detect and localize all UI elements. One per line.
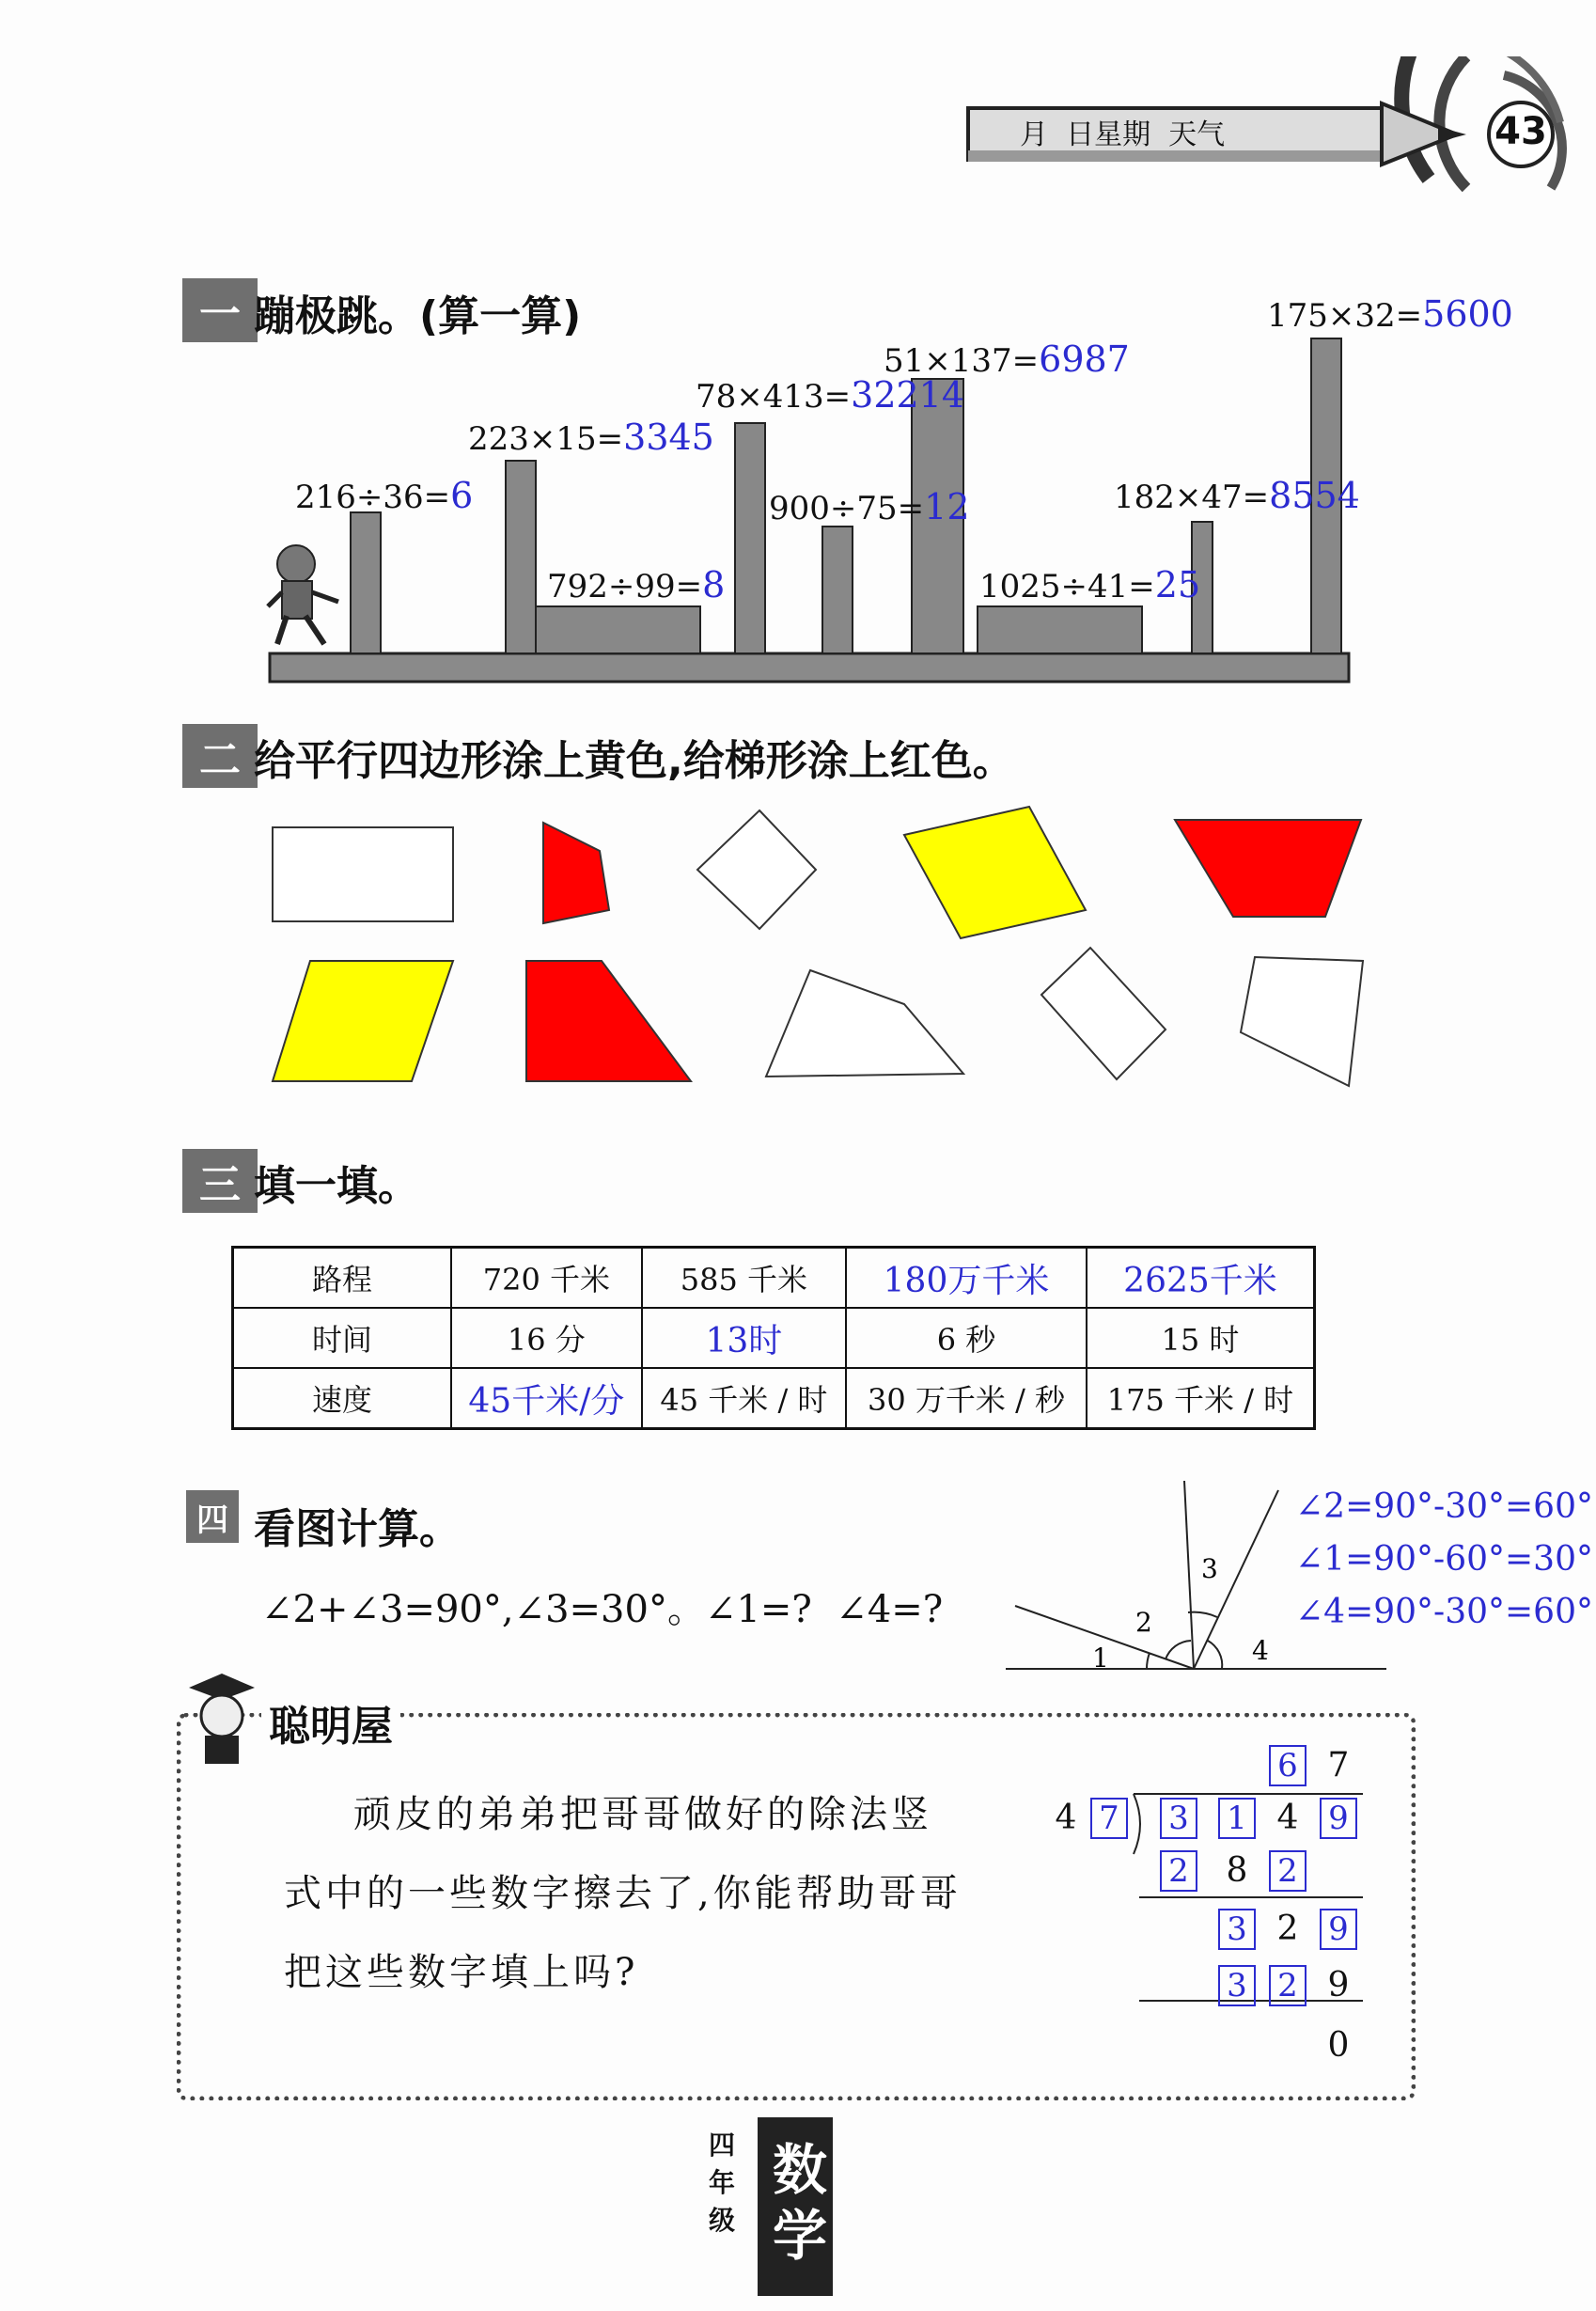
- quadrilateral-shape-1: [766, 970, 963, 1077]
- story-line-3: 把这些数字填上吗?: [284, 1951, 639, 1994]
- date-weather-bar: 月 日星期 天气: [1020, 118, 1226, 151]
- trapezoid-shape-1: [543, 823, 609, 923]
- section-3-title: 填一填。: [254, 1162, 419, 1210]
- table-row: 时间 16 分 13时 6 秒 15 时: [233, 1308, 1315, 1368]
- story-line-1: 顽皮的弟弟把哥哥做好的除法竖: [353, 1793, 932, 1836]
- step3-digit: 9: [1327, 1966, 1350, 2004]
- table-row: 路程 720 千米 585 千米 180万千米 2625千米: [233, 1248, 1315, 1309]
- remainder-digit: 0: [1327, 2026, 1350, 2065]
- dividend-digit-box: 3: [1160, 1798, 1197, 1839]
- divisor-digit: 4: [1055, 1799, 1077, 1837]
- divisor-digit-box: 7: [1090, 1798, 1128, 1839]
- angle-answer-2: ∠1=90°-60°=30°: [1295, 1540, 1593, 1579]
- step1-digit-box: 2: [1160, 1850, 1197, 1892]
- equation-4: 78×413=32214: [696, 374, 965, 416]
- angle-label-2: 2: [1135, 1607, 1152, 1638]
- quotient-digit: 7: [1327, 1746, 1350, 1784]
- step2-digit-box: 3: [1218, 1909, 1256, 1950]
- angle-label-4: 4: [1252, 1635, 1269, 1666]
- equation-9: 175×32=5600: [1267, 293, 1513, 335]
- section-3-badge: 三: [182, 1149, 258, 1213]
- angle-label-3: 3: [1201, 1553, 1218, 1584]
- speed-table: [231, 1246, 1316, 1430]
- dividend-digit-box: 9: [1320, 1798, 1357, 1839]
- dividend-digit: 4: [1276, 1799, 1299, 1837]
- quadrilateral-shape-2: [1241, 957, 1363, 1086]
- story-line-2: 式中的一些数字擦去了,你能帮助哥哥: [284, 1872, 962, 1915]
- angle-answer-3: ∠4=90°-30°=60°: [1295, 1593, 1593, 1631]
- equation-7: 1025÷41=25: [979, 564, 1201, 605]
- section-4-title: 看图计算。: [254, 1505, 461, 1553]
- step1-digit: 8: [1226, 1851, 1248, 1890]
- rectangle-shape: [273, 827, 453, 921]
- parallelogram-shape-2: [273, 961, 453, 1081]
- rectangle-shape-tilted: [1041, 948, 1166, 1079]
- subject-label: 数学: [758, 2117, 833, 2296]
- step2-digit: 2: [1276, 1910, 1299, 1948]
- trapezoid-shape-2: [1175, 820, 1361, 917]
- equation-3: 792÷99=8: [547, 564, 726, 605]
- parallelogram-shape-1: [904, 807, 1086, 938]
- smart-house-title: 聪明屋: [261, 1692, 400, 1753]
- equation-6: 51×137=6987: [884, 338, 1130, 380]
- section-1-title: 蹦极跳。(算一算): [254, 292, 582, 340]
- section-2-badge: 二: [182, 724, 258, 788]
- angle-label-1: 1: [1092, 1643, 1109, 1674]
- step3-digit-box: 3: [1218, 1965, 1256, 2006]
- section-1-badge: 一: [182, 278, 258, 342]
- quotient-digit-box: 6: [1269, 1745, 1307, 1786]
- shapes-area: [0, 0, 1596, 1100]
- page-number: 43: [1494, 110, 1547, 153]
- square-shape: [697, 810, 816, 929]
- grade-label: 四 年 级: [708, 2130, 735, 2236]
- section-4-badge: 四: [186, 1490, 239, 1543]
- step2-digit-box: 9: [1320, 1909, 1357, 1950]
- equation-1: 216÷36=6: [295, 475, 474, 516]
- section-2-title: 给平行四边形涂上黄色,给梯形涂上红色。: [254, 737, 1014, 785]
- angle-answer-1: ∠2=90°-30°=60°: [1295, 1487, 1593, 1526]
- scholar-icon: [184, 1664, 259, 1768]
- trapezoid-shape-3: [526, 961, 691, 1081]
- table-row: 速度 45千米/分 45 千米 / 时 30 万千米 / 秒 175 千米 / 时: [233, 1368, 1315, 1429]
- equation-8: 182×47=8554: [1114, 475, 1360, 516]
- equation-2: 223×15=3345: [468, 417, 714, 458]
- step1-digit-box: 2: [1269, 1850, 1307, 1892]
- step3-digit-box: 2: [1269, 1965, 1307, 2006]
- angle-problem: ∠2+∠3=90°,∠3=30°。∠1=? ∠4=?: [261, 1588, 944, 1631]
- equation-5: 900÷75=12: [769, 486, 970, 527]
- dividend-digit-box: 1: [1218, 1798, 1256, 1839]
